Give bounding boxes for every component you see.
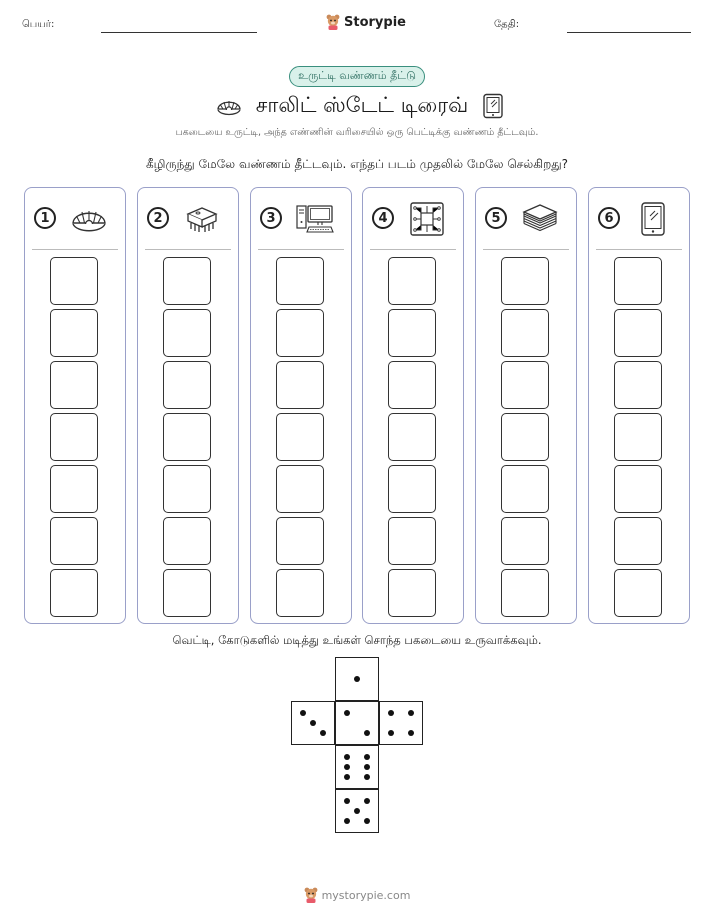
dice-pip [408,730,414,736]
dice-pip [344,774,350,780]
color-box[interactable] [163,413,211,461]
column-4 [362,187,464,624]
date-label: தேதி: [494,19,520,30]
color-box[interactable] [276,257,324,305]
dice-pip [364,754,370,760]
dice-pip [364,764,370,770]
date-line[interactable] [567,32,691,33]
color-box[interactable] [388,569,436,617]
dice-pip [408,710,414,716]
column-header [251,188,351,250]
column-divider [258,249,344,250]
dice-pip [320,730,326,736]
color-box[interactable] [50,413,98,461]
column-divider [145,249,231,250]
color-box[interactable] [163,517,211,565]
color-box[interactable] [501,569,549,617]
footer [0,884,714,906]
instruction-text: கீழிருந்து மேலே வண்ணம் தீட்டவும். எந்தப் படம் முதலில் மேலே செல்கிறது? [145,157,569,171]
color-box[interactable] [614,413,662,461]
color-box[interactable] [501,465,549,513]
column-header [25,188,125,250]
dice-pip [344,754,350,760]
column-header [476,188,576,250]
dice-face-1 [335,657,379,701]
dice-pip [310,720,316,726]
color-box[interactable] [50,309,98,357]
color-box[interactable] [50,465,98,513]
bear-mascot-icon [304,887,318,903]
color-box[interactable] [614,361,662,409]
color-box[interactable] [501,413,549,461]
dice-face-6 [335,745,379,789]
page-title: சாலிட் ஸ்டேட் டிரைவ் [255,92,469,117]
logo-text: Storypie [344,14,406,30]
dice-face-5 [335,789,379,833]
column-divider [596,249,682,250]
dice-pip [388,710,394,716]
color-box[interactable] [388,309,436,357]
dice-face-2 [335,701,379,745]
stack-layers-icon [520,202,560,236]
color-box[interactable] [50,569,98,617]
color-box[interactable] [276,361,324,409]
circuit-board-icon [407,202,447,236]
color-box[interactable] [614,465,662,513]
color-box[interactable] [388,413,436,461]
color-box[interactable] [614,517,662,565]
dice-pip [388,730,394,736]
color-box[interactable] [276,517,324,565]
color-box[interactable] [501,517,549,565]
clam-shell-icon [216,94,242,118]
color-box[interactable] [388,465,436,513]
color-box[interactable] [501,257,549,305]
tablet-icon [482,93,504,119]
color-box[interactable] [501,309,549,357]
dice-pip [364,798,370,804]
storypie-logo [326,12,406,32]
dice-pip [354,676,360,682]
bear-mascot-icon [326,14,340,30]
color-box[interactable] [50,361,98,409]
name-label: பெயர்: [22,19,55,30]
color-box[interactable] [163,361,211,409]
subtitle: பகடையை உருட்டி, அந்த எண்ணின் வரிசையில் ஒரு பெட்டிக்கு வண்ணம் தீட்டவும். [175,127,539,138]
color-box[interactable] [276,465,324,513]
color-box[interactable] [614,257,662,305]
title-row [200,88,520,124]
color-box[interactable] [388,361,436,409]
dice-pip [364,818,370,824]
column-divider [370,249,456,250]
color-box[interactable] [388,517,436,565]
tablet-icon [633,202,673,236]
name-line[interactable] [101,32,257,33]
column-divider [32,249,118,250]
column-number: 6 [598,207,620,229]
dice-pip [354,808,360,814]
dice-pip [344,798,350,804]
dice-pip [364,730,370,736]
dice-face-4 [379,701,423,745]
column-number: 2 [147,207,169,229]
column-2 [137,187,239,624]
dice-pip [344,764,350,770]
color-box[interactable] [163,569,211,617]
color-box[interactable] [276,309,324,357]
column-header [363,188,463,250]
column-header [138,188,238,250]
color-box[interactable] [163,257,211,305]
column-number: 4 [372,207,394,229]
desktop-computer-icon [295,202,335,236]
color-box[interactable] [163,465,211,513]
footer-url[interactable]: mystorypie.com [321,888,411,902]
dice-pip [344,818,350,824]
color-box[interactable] [163,309,211,357]
dice-pip [364,774,370,780]
column-number: 3 [260,207,282,229]
color-box[interactable] [276,413,324,461]
column-divider [483,249,569,250]
color-box[interactable] [501,361,549,409]
column-5 [475,187,577,624]
color-box[interactable] [50,257,98,305]
column-6 [588,187,690,624]
column-3 [250,187,352,624]
microchip-icon [182,202,222,236]
dice-pip [344,710,350,716]
column-number: 5 [485,207,507,229]
column-1 [24,187,126,624]
column-number: 1 [34,207,56,229]
color-box[interactable] [614,309,662,357]
column-header [589,188,689,250]
dice-face-3 [291,701,335,745]
color-box[interactable] [388,257,436,305]
cut-fold-instruction: வெட்டி, கோடுகளில் மடித்து உங்கள் சொந்த பகடையை உருவாக்கவும். [172,633,542,647]
color-box[interactable] [614,569,662,617]
dice-pip [300,710,306,716]
clam-shell-icon [69,202,109,236]
color-box[interactable] [276,569,324,617]
activity-badge: உருட்டி வண்ணம் தீட்டு [289,66,425,87]
color-box[interactable] [50,517,98,565]
